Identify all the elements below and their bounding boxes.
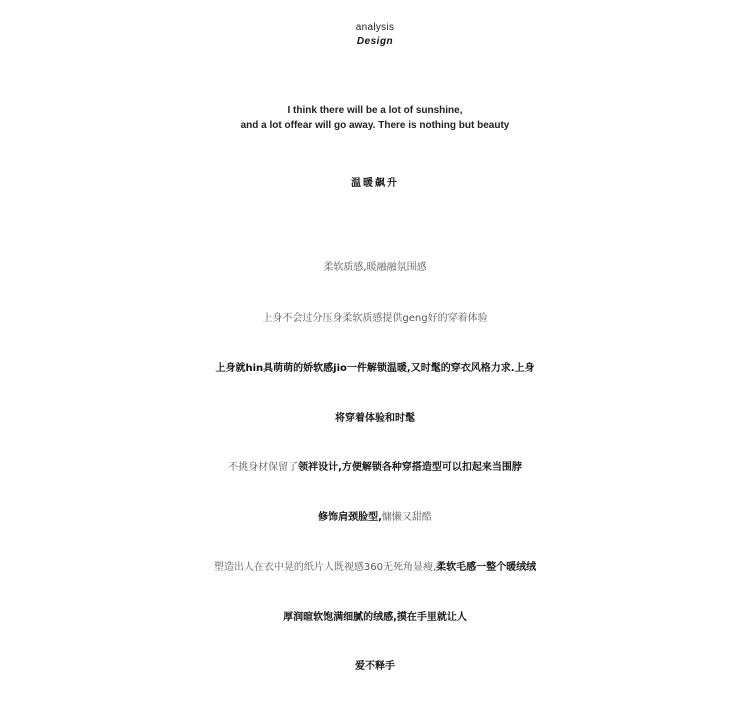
design-title: Design	[356, 36, 394, 47]
description-line-4	[0, 409, 750, 424]
section-heading: 温暖飙升	[351, 178, 399, 189]
description-line-2	[0, 309, 750, 324]
description-line-6	[0, 508, 750, 523]
line-9-bold-text: 爱不释手	[355, 661, 395, 672]
line-6-light-text: 慵懒又甜酷	[381, 512, 432, 523]
description-line-9	[0, 657, 750, 672]
line-8-bold-text: 厚润暄软饱满细腻的绒感,摸在手里就让人	[283, 612, 467, 623]
quote-line-1: I think there will be a lot of sunshine,	[287, 105, 463, 116]
description-line-7	[0, 558, 750, 573]
description-line-8	[0, 608, 750, 623]
line-5-light-text: 不挑身材保留了	[228, 462, 299, 473]
line-6-bold-text: 修饰肩颈脸型,	[318, 512, 382, 523]
line-4-bold-text: 将穿着体验和时髦	[335, 413, 415, 424]
line-1-light-text: 柔软质感,暖融融氛围感	[323, 262, 427, 273]
description-line-3	[0, 359, 750, 374]
line-3-bold-text: 上身就hin具萌萌的娇软感jio一件解锁温暖,又时髦的穿衣风格力求.上身	[215, 363, 535, 374]
line-5-bold-text: 领袢设计,方便解锁各种穿搭造型可以扣起来当围脖	[298, 462, 522, 473]
description-line-5	[0, 458, 750, 473]
quote-line-2: and a lot offear will go away. There is nothing but beauty	[240, 120, 510, 131]
line-7-bold-text: 柔软毛感一整个暖绒绒	[436, 562, 537, 573]
line-2-light-text: 上身不会过分压身柔软质感提供geng好的穿着体验	[262, 313, 488, 324]
description-line-1	[0, 258, 750, 273]
line-7-light-text: 塑造出人在衣中晃的纸片人既视感360无死角显瘦,	[213, 562, 437, 573]
analysis-label: analysis	[355, 22, 395, 33]
